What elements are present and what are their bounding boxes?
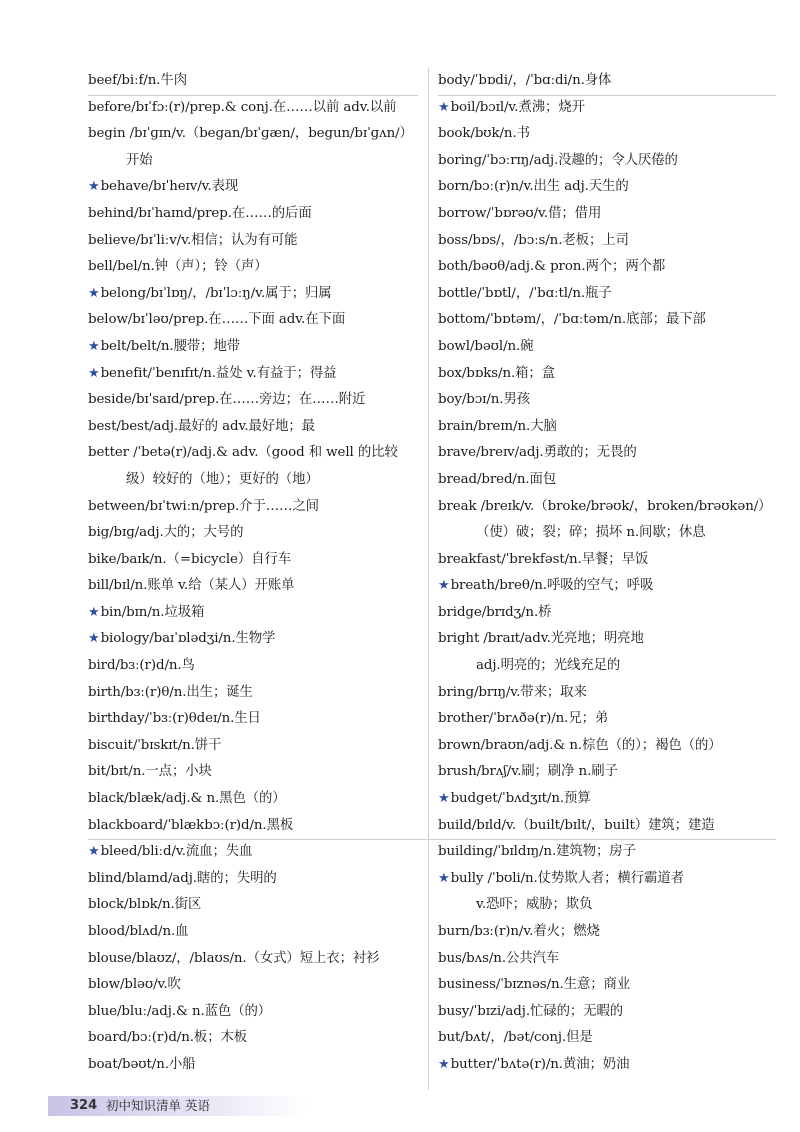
entry-text: boss/bɒs/，/bɔːs/n.老板；上司 [438, 232, 629, 248]
entry-text: but/bʌt/，/bət/conj.但是 [438, 1030, 593, 1046]
word-entry [438, 706, 783, 733]
word-entry [438, 626, 783, 653]
star-icon: ★ [438, 870, 450, 886]
entry-text: blow/bləʊ/v.吹 [88, 977, 181, 993]
entry-text: behave/bɪˈheɪv/v.表现 [100, 179, 239, 195]
header-rule-right [438, 95, 776, 96]
entry-text: blue/bluː/adj.& n.蓝色（的） [88, 1003, 272, 1019]
word-entry [438, 680, 783, 707]
word-entry [438, 999, 783, 1026]
word-entry [438, 281, 783, 308]
word-entry-continuation [438, 653, 783, 680]
entry-text: adj.明亮的；光线充足的 [476, 658, 621, 674]
entry-text: belong/bɪˈlɒŋ/，/bɪˈlɔːŋ/v.属于；归属 [100, 285, 332, 301]
word-entry [88, 334, 418, 361]
entry-text: bowl/bəʊl/n.碗 [438, 338, 534, 354]
entry-text: bright /braɪt/adv.光亮地；明亮地 [438, 631, 644, 647]
star-icon: ★ [88, 365, 100, 381]
entry-text: 级）较好的（地）；更好的（地） [126, 471, 319, 487]
entry-text: born/bɔː(r)n/v.出生 adj.天生的 [438, 179, 629, 195]
star-icon: ★ [438, 99, 450, 115]
word-entry [88, 813, 418, 840]
star-icon: ★ [88, 631, 100, 647]
word-entry [88, 494, 418, 521]
star-icon: ★ [438, 791, 450, 807]
entry-text: v.恐吓；威胁；欺负 [476, 897, 593, 913]
entry-text: brother/ˈbrʌðə(r)/n.兄；弟 [438, 711, 609, 727]
word-entry [438, 307, 783, 334]
star-icon: ★ [88, 844, 100, 860]
word-entry [438, 733, 783, 760]
word-entry [88, 892, 418, 919]
word-entry [438, 95, 783, 122]
header-rule-left [88, 95, 418, 96]
entry-text: building/ˈbɪldɪŋ/n.建筑物；房子 [438, 844, 636, 860]
entry-text: biology/baɪˈɒlədʒi/n.生物学 [100, 631, 276, 647]
word-entry-continuation [438, 520, 783, 547]
word-entry [88, 786, 418, 813]
page-number: 324 [70, 1098, 98, 1113]
entry-text: bus/bʌs/n.公共汽车 [438, 950, 560, 966]
entry-text: big/bɪɡ/adj.大的；大号的 [88, 525, 244, 541]
word-entry [88, 520, 418, 547]
entry-text: before/bɪˈfɔː(r)/prep.& conj.在……以前 adv.以前 [88, 99, 397, 115]
entry-text: bring/brɪŋ/v.带来；取来 [438, 684, 587, 700]
word-entry [438, 361, 783, 388]
entry-text: bill/bɪl/n.账单 v.给（某人）开账单 [88, 578, 295, 594]
word-entry [88, 999, 418, 1026]
entry-text: beside/bɪˈsaɪd/prep.在……旁边；在……附近 [88, 392, 366, 408]
entry-text: below/bɪˈləʊ/prep.在……下面 adv.在下面 [88, 312, 346, 328]
word-entry [438, 414, 783, 441]
word-entry [88, 95, 418, 122]
word-entry [88, 174, 418, 201]
word-entry [438, 813, 783, 840]
word-entry [88, 361, 418, 388]
star-icon: ★ [88, 179, 100, 195]
entry-text: blouse/blaʊz/，/blaʊs/n.（女式）短上衣；衬衫 [88, 950, 380, 966]
word-entry [438, 573, 783, 600]
word-entry [88, 1025, 418, 1052]
word-entry [88, 228, 418, 255]
word-entry [438, 148, 783, 175]
entry-text: birthday/ˈbɜː(r)θdeɪ/n.生日 [88, 711, 261, 727]
word-entry [438, 919, 783, 946]
entry-text: between/bɪˈtwiːn/prep.介于……之间 [88, 498, 319, 514]
word-entry [438, 600, 783, 627]
entry-text: boat/bəʊt/n.小船 [88, 1056, 196, 1072]
word-entry [438, 68, 783, 95]
word-entry [88, 387, 418, 414]
column-divider [428, 68, 429, 1090]
word-entry [88, 866, 418, 893]
right-column [438, 68, 783, 1079]
entry-text: breakfast/ˈbrekfəst/n.早餐；早饭 [438, 551, 649, 567]
word-entry [438, 494, 783, 521]
entry-text: biscuit/ˈbɪskɪt/n.饼干 [88, 737, 222, 753]
entry-text: boy/bɔɪ/n.男孩 [438, 392, 531, 408]
entry-text: budget/ˈbʌdʒɪt/n.预算 [450, 791, 591, 807]
word-entry [438, 839, 783, 866]
word-entry [438, 547, 783, 574]
left-column [88, 68, 418, 1079]
mid-rule [88, 839, 776, 840]
entry-text: bottle/ˈbɒtl/，/ˈbɑːtl/n.瓶子 [438, 285, 612, 301]
entry-text: both/bəʊθ/adj.& pron.两个；两个都 [438, 259, 666, 275]
word-entry-continuation [88, 148, 418, 175]
word-entry [88, 759, 418, 786]
word-entry [88, 414, 418, 441]
entry-text: blackboard/ˈblækbɔː(r)d/n.黑板 [88, 817, 294, 833]
entry-text: brave/breɪv/adj.勇敢的；无畏的 [438, 445, 637, 461]
entry-text: brain/breɪn/n.大脑 [438, 418, 557, 434]
entry-text: bleed/bliːd/v.流血；失血 [100, 844, 253, 860]
word-entry [88, 201, 418, 228]
entry-text: brush/brʌʃ/v.刷；刷净 n.刷子 [438, 764, 618, 780]
word-entry [438, 946, 783, 973]
entry-text: burn/bɜː(r)n/v.着火；燃烧 [438, 924, 600, 939]
word-entry [88, 919, 418, 946]
word-entry [88, 733, 418, 760]
word-entry [438, 228, 783, 255]
entry-text: book/bʊk/n.书 [438, 126, 530, 142]
word-entry [438, 1052, 783, 1079]
entry-text: block/blɒk/n.街区 [88, 897, 202, 913]
word-entry [438, 467, 783, 494]
word-entry [88, 1052, 418, 1079]
entry-text: bike/baɪk/n.（=bicycle）自行车 [88, 551, 292, 567]
word-entry [88, 946, 418, 973]
entry-text: break /breɪk/v.（broke/brəʊk/，broken/brəʊkən/） [438, 498, 772, 514]
entry-text: board/bɔː(r)d/n.板；木板 [88, 1030, 248, 1046]
word-entry [438, 866, 783, 893]
entry-text: belt/belt/n.腰带；地带 [100, 338, 241, 354]
word-entry [88, 839, 418, 866]
word-entry [88, 68, 418, 95]
word-entry [438, 1025, 783, 1052]
word-entry-continuation [438, 892, 783, 919]
star-icon: ★ [88, 285, 100, 301]
entry-text: benefit/ˈbenɪfɪt/n.益处 v.有益于；得益 [100, 365, 337, 381]
entry-text: 开始 [126, 152, 153, 168]
entry-text: busy/ˈbɪzi/adj.忙碌的；无暇的 [438, 1003, 624, 1019]
entry-text: better /ˈbetə(r)/adj.& adv.（good 和 well 的比较 [88, 445, 398, 461]
word-entry [88, 440, 418, 467]
word-entry [438, 254, 783, 281]
entry-text: bottom/ˈbɒtəm/，/ˈbɑːtəm/n.底部；最下部 [438, 312, 706, 328]
word-entry [88, 972, 418, 999]
entry-text: borrow/ˈbɒrəʊ/v.借；借用 [438, 205, 602, 221]
star-icon: ★ [438, 578, 450, 594]
word-entry [438, 786, 783, 813]
entry-text: body/ˈbɒdi/，/ˈbɑːdi/n.身体 [438, 73, 612, 88]
entry-text: brown/braʊn/adj.& n.棕色（的）；褐色（的） [438, 737, 722, 753]
word-entry [438, 201, 783, 228]
word-entry [88, 254, 418, 281]
entry-text: blind/blaɪnd/adj.瞎的；失明的 [88, 870, 277, 886]
star-icon: ★ [438, 1056, 450, 1072]
entry-text: boil/bɔɪl/v.煮沸；烧开 [450, 99, 585, 115]
entry-text: bird/bɜː(r)d/n.鸟 [88, 658, 195, 674]
entry-text: box/bɒks/n.箱；盒 [438, 365, 555, 381]
entry-text: breath/breθ/n.呼吸的空气；呼吸 [450, 578, 654, 594]
book-title: 初中知识清单 英语 [106, 1098, 210, 1113]
word-entry [88, 573, 418, 600]
word-entry [88, 307, 418, 334]
word-entry [438, 440, 783, 467]
entry-text: bin/bɪn/n.垃圾箱 [100, 604, 205, 620]
entry-text: （使）破；裂；碎；损坏 n.间歇；休息 [476, 525, 706, 541]
word-entry [88, 281, 418, 308]
word-entry [88, 680, 418, 707]
entry-text: bit/bɪt/n.一点；小块 [88, 764, 212, 780]
entry-text: bridge/brɪdʒ/n.桥 [438, 604, 552, 620]
word-entry [438, 387, 783, 414]
entry-text: beef/biːf/n.牛肉 [88, 73, 187, 88]
word-entry [438, 174, 783, 201]
star-icon: ★ [88, 604, 100, 620]
word-entry [438, 334, 783, 361]
entry-text: butter/ˈbʌtə(r)/n.黄油；奶油 [450, 1056, 630, 1072]
word-entry [438, 759, 783, 786]
entry-text: birth/bɜː(r)θ/n.出生；诞生 [88, 684, 253, 700]
entry-text: begin /bɪˈɡɪn/v.（began/bɪˈɡæn/，begun/bɪˈɡʌn/） [88, 126, 413, 142]
word-entry [88, 626, 418, 653]
entry-text: bread/bred/n.面包 [438, 471, 557, 487]
word-entry [438, 121, 783, 148]
entry-text: blood/blʌd/n.血 [88, 924, 189, 939]
word-entry-continuation [88, 467, 418, 494]
word-entry [88, 706, 418, 733]
star-icon: ★ [88, 338, 100, 354]
word-entry [88, 121, 418, 148]
word-entry [88, 653, 418, 680]
entry-text: black/blæk/adj.& n.黑色（的） [88, 791, 286, 807]
word-entry [88, 600, 418, 627]
entry-text: best/best/adj.最好的 adv.最好地；最 [88, 418, 315, 434]
word-entry [88, 547, 418, 574]
entry-text: behind/bɪˈhaɪnd/prep.在……的后面 [88, 205, 312, 221]
entry-text: build/bɪld/v.（built/bɪlt/，built）建筑；建造 [438, 817, 715, 833]
entry-text: boring/ˈbɔːrɪŋ/adj.没趣的；令人厌倦的 [438, 152, 678, 168]
entry-text: business/ˈbɪznəs/n.生意；商业 [438, 977, 631, 993]
entry-text: believe/bɪˈliːv/v.相信；认为有可能 [88, 232, 298, 248]
entry-text: bell/bel/n.钟（声）；铃（声） [88, 259, 268, 275]
entry-text: bully /ˈbʊli/n.仗势欺人者；横行霸道者 [450, 870, 684, 886]
word-entry [438, 972, 783, 999]
